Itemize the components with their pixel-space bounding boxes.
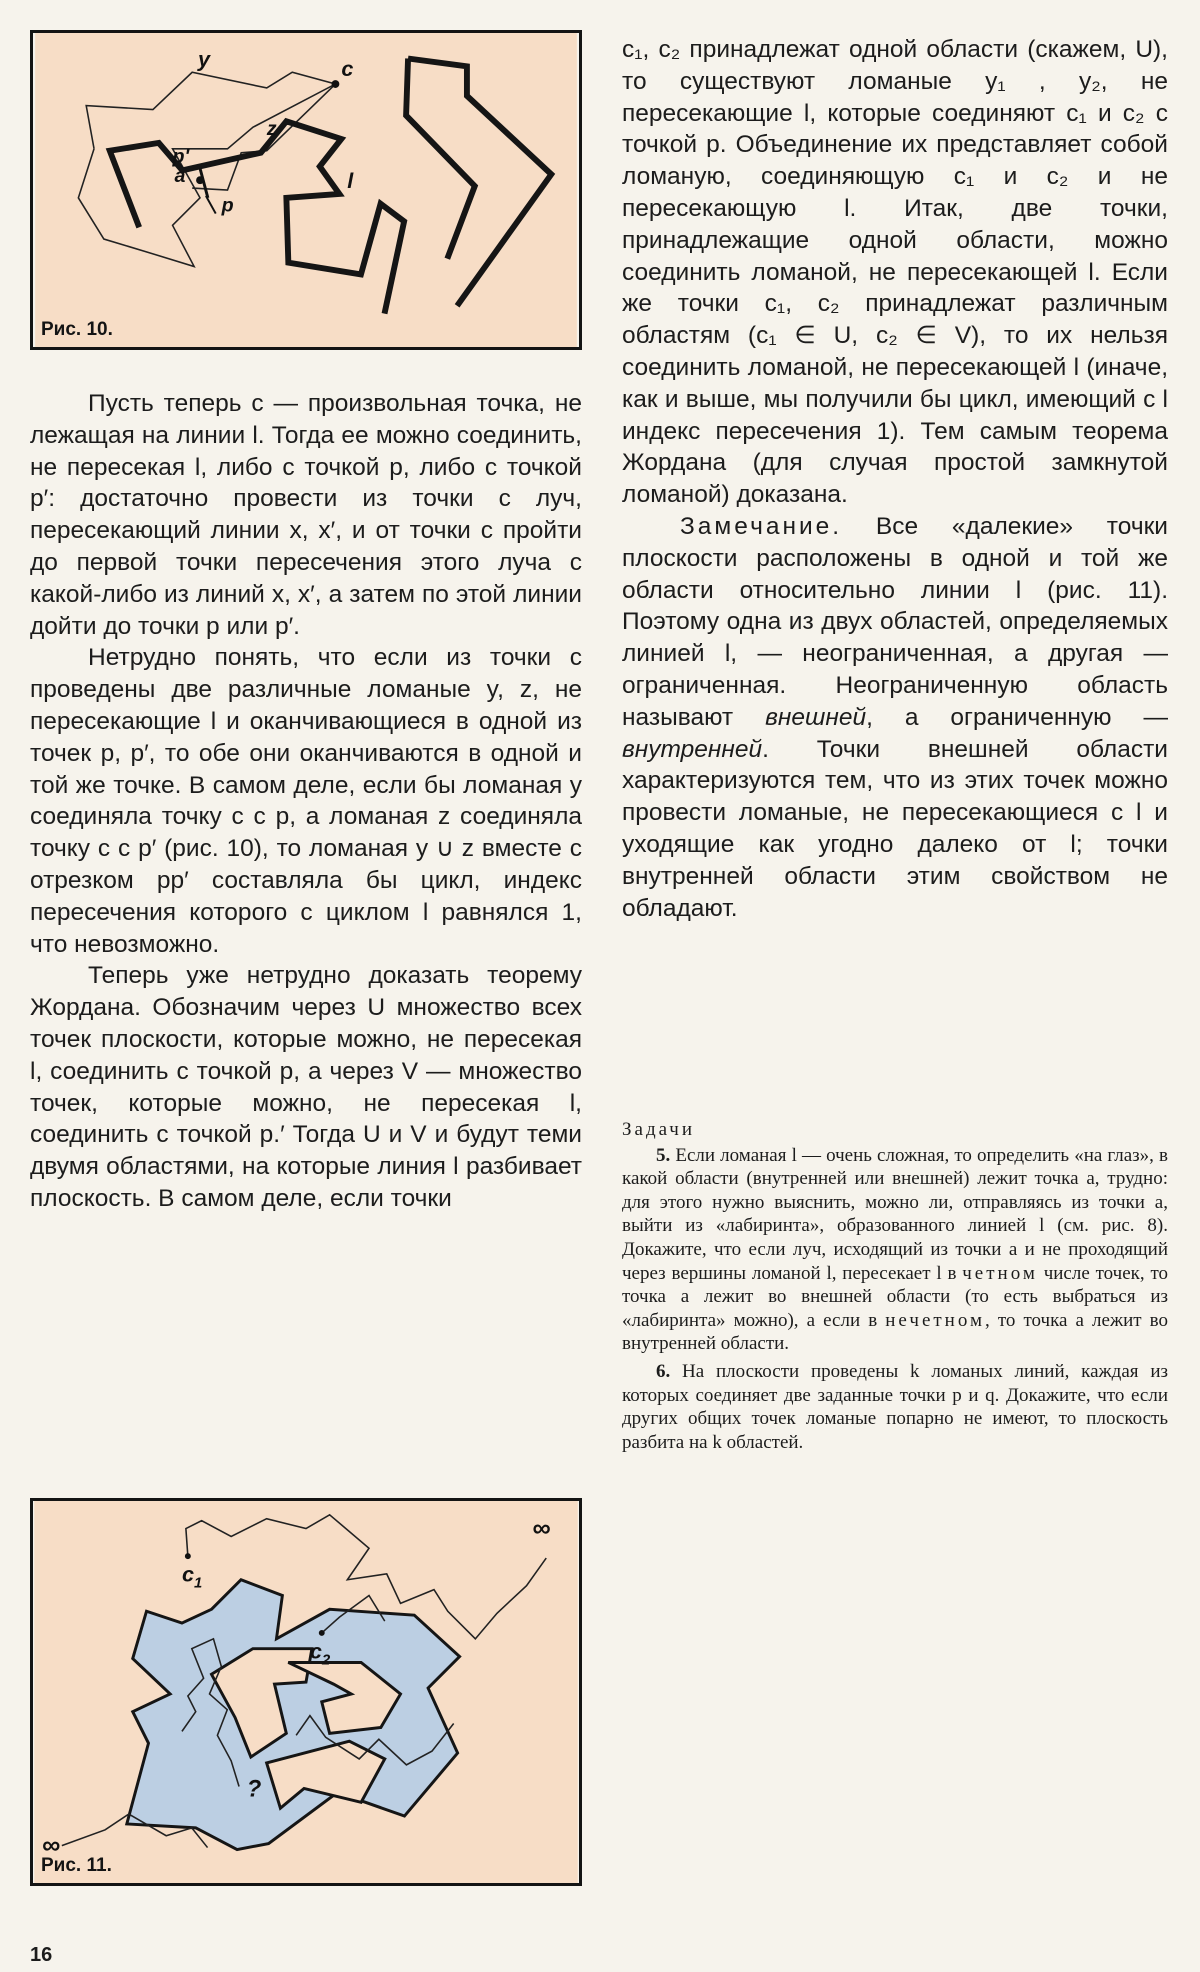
left-column <box>30 388 582 1215</box>
right-column <box>622 34 1168 924</box>
page-number: 16 <box>30 1944 53 1966</box>
left-paragraph-2: Нетрудно понять, что если из точки c проведены две различные ломаные y, z, не пересекающие l и оканчивающиеся в одной из точек p, p′, то обе они оканчиваются в одной и той же точке. В самом деле, если бы ломаная y соединяла точку c с p, а ломаная z соединяла точку c с p′ (рис. 10), то ломаная y ∪ z вместе с отрезком pp′ составляла бы цикл, индекс пересечения которого с циклом l равнялся 1, что невозможно. <box>30 644 582 958</box>
figure-10 <box>30 30 582 350</box>
label-y: y <box>198 46 211 72</box>
point-c2 <box>319 1630 325 1636</box>
task-5-number: 5. <box>656 1144 671 1166</box>
figure-11 <box>30 1498 582 1886</box>
label-c1-letter: c <box>181 1561 194 1587</box>
right-paragraph-1: c₁, c₂ принадлежат одной области (скажем, U), то существуют ломаные y₁ , y₂, не пересекающие l, которые соединяют c₁ и c₂ с точкой p. Объединение их представляет собой ломаную, соединяющую c₁ и c₂ и не пересекающую l. Итак, две точки, принадлежащие одной области, можно соединить ломаной, не пересекающей l. Если же точки c₁, c₂ принадлежат различным областям (c₁ ∈ U, c₂ ∈ V), то их нельзя соединить ломаной, не пересекающей l (иначе, как и выше, мы получили бы цикл, имеющий с l индекс пересечения 1). Тем самым теорема Жордана (для случая простой замкнутой ломаной) доказана. <box>622 36 1168 509</box>
left-paragraph-3: Теперь уже нетрудно доказать теорему Жордана. Обозначим через U множество всех точек плоскости, которые можно, не пересекая l, соединить с точкой p, а через V — множество точек, которые можно, не пересекая l, соединить с точкой p.′ Тогда U и V и будут теми двумя областями, на которые линия l разбивает плоскость. В самом деле, если точки <box>30 962 582 1212</box>
figure-10-caption: Рис. 10. <box>41 319 113 340</box>
task-5-odd: нечетном <box>885 1309 986 1331</box>
label-l: l <box>347 168 354 194</box>
remark-mid: , а ограниченную — <box>866 703 1168 731</box>
task-6 <box>622 1360 1168 1454</box>
figure-11-drawing <box>33 1501 579 1883</box>
label-c: c <box>341 56 354 82</box>
label-infinity-left: ∞ <box>42 1831 61 1860</box>
task-5-even: четном <box>962 1262 1038 1284</box>
label-c2-letter: c <box>309 1638 322 1664</box>
label-a: a <box>174 165 186 188</box>
remark-label: Замечание. <box>680 512 843 540</box>
figure-11-caption: Рис. 11. <box>41 1855 112 1876</box>
label-c1-sub: 1 <box>193 1575 203 1592</box>
point-c1 <box>185 1553 191 1559</box>
label-z: z <box>266 118 277 141</box>
remark-end: . Точки внешней области характеризуются тем, что из этих точек можно провести ломаные, не пересекающиеся с l и уходящие как угодно далеко от l; точки внутренней области этим свойством не обладают. <box>622 735 1168 922</box>
term-outer: внешней <box>765 703 867 731</box>
label-question: ? <box>246 1776 262 1803</box>
task-6-text: На плоскости проведены k ломаных линий, каждая из которых соединяет две заданные точки p и q. Докажите, что если других общих точек ломаные попарно не имеют, то плоскость разбита на k областей. <box>622 1360 1168 1453</box>
remark-paragraph <box>622 511 1168 924</box>
left-paragraph-1: Пусть теперь c — произвольная точка, не лежащая на линии l. Тогда ее можно соединить, не пересекая l, либо с точкой p, либо с точкой p′: достаточно провести из точки c луч, пересекающий линии x, x′, и от точки c пройти до первой точки пересечения этого луча с какой-либо из линий x, x′, а затем по этой линии дойти до точки p или p′. <box>30 390 582 640</box>
task-5-text-1: Если ломаная l — очень сложная, то определить «на глаз», в какой области (внутренней или внешней) лежит точка a, трудно: для этого нужно выяснить, можно ли, отправляясь из точки a, выйти из «лабиринта», образованного линией l (см. рис. 8). Докажите, что если луч, исходящий из точки a и не проходящий через вершины ломаной l, пересекает l в <box>622 1144 1168 1284</box>
label-infinity-right: ∞ <box>532 1514 551 1543</box>
label-c2-sub: 2 <box>321 1652 331 1669</box>
task-5-text-2: числе точек, то точка a лежит во внешней области (то есть выбраться из «лабиринта» можно), а если в <box>622 1262 1169 1331</box>
figure-10-drawing <box>33 33 579 347</box>
label-p: p <box>221 194 234 217</box>
task-5 <box>622 1144 1168 1356</box>
point-c <box>332 80 340 88</box>
tasks-heading: Задачи <box>622 1119 696 1140</box>
figure-10-background <box>35 33 577 347</box>
point-a <box>196 176 204 184</box>
label-p-prime: p' <box>172 145 190 168</box>
task-6-number: 6. <box>656 1360 671 1382</box>
tasks-section <box>622 1118 1168 1454</box>
remark-text: Все «далекие» точки плоскости расположены в одной и той же области относительно линии l (рис. 11). Поэтому одна из двух областей, определяемых линией l, — неограниченная, а другая — ограниченная. Неограниченную область называют <box>622 512 1168 731</box>
task-5-text-3: , то точка a лежит во внутренней области. <box>622 1309 1168 1355</box>
term-inner: внутренней <box>622 735 763 763</box>
